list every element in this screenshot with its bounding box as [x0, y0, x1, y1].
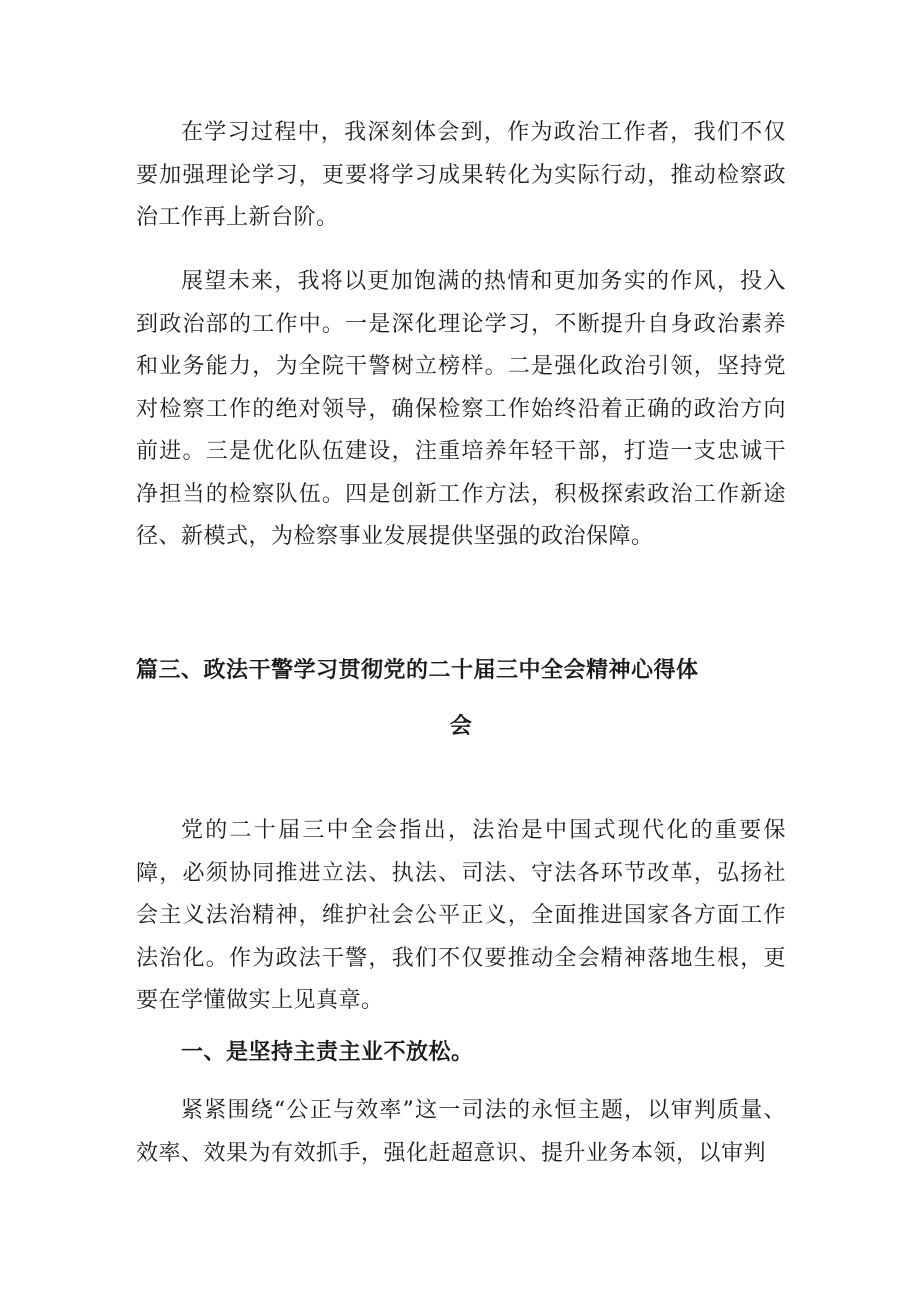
paragraph-fairness-efficiency: 紧紧围绕“公正与效率”这一司法的永恒主题，以审判质量、效率、效果为有效抓手，强化赶超意识、提升业务本领，以审判: [136, 1098, 786, 1166]
paragraph-study-experience: 在学习过程中，我深刻体会到，作为政治工作者，我们不仅要加强理论学习，更要将学习成果转化为实际行动，推动检察政治工作再上新台阶。: [136, 120, 786, 230]
section-heading-line1: 篇三、政法干警学习贯彻党的二十届三中全会精神心得体: [136, 658, 699, 683]
section-heading-line2: 会: [449, 714, 473, 739]
subheading-main-duty: 一、是坚持主责主业不放松。: [181, 1040, 474, 1065]
paragraph-future-outlook: 展望未来，我将以更加饱满的热情和更加务实的作风，投入到政治部的工作中。一是深化理论学习，不断提升自身政治素养和业务能力，为全院干警树立榜样。二是强化政治引领，坚持党对检察工作的绝对领导，确保检察工作始终沿着正确的政治方向前进。三是优化队伍建设，注重培养年轻干部，打造一支忠诚干净担当的检察队伍。四是创新工作方法，积极探索政治工作新途径、新模式，为检察事业发展提供坚强的政治保障。: [136, 269, 786, 549]
section-heading: [136, 643, 786, 755]
paragraph-plenum-summary: 党的二十届三中全会指出，法治是中国式现代化的重要保障，必须协同推进立法、执法、司法、守法各环节改革，弘扬社会主义法治精神，维护社会公平正义，全面推进国家各方面工作法治化。作为政法干警，我们不仅要推动全会精神落地生根，更要在学懂做实上见真章。: [136, 818, 786, 1013]
